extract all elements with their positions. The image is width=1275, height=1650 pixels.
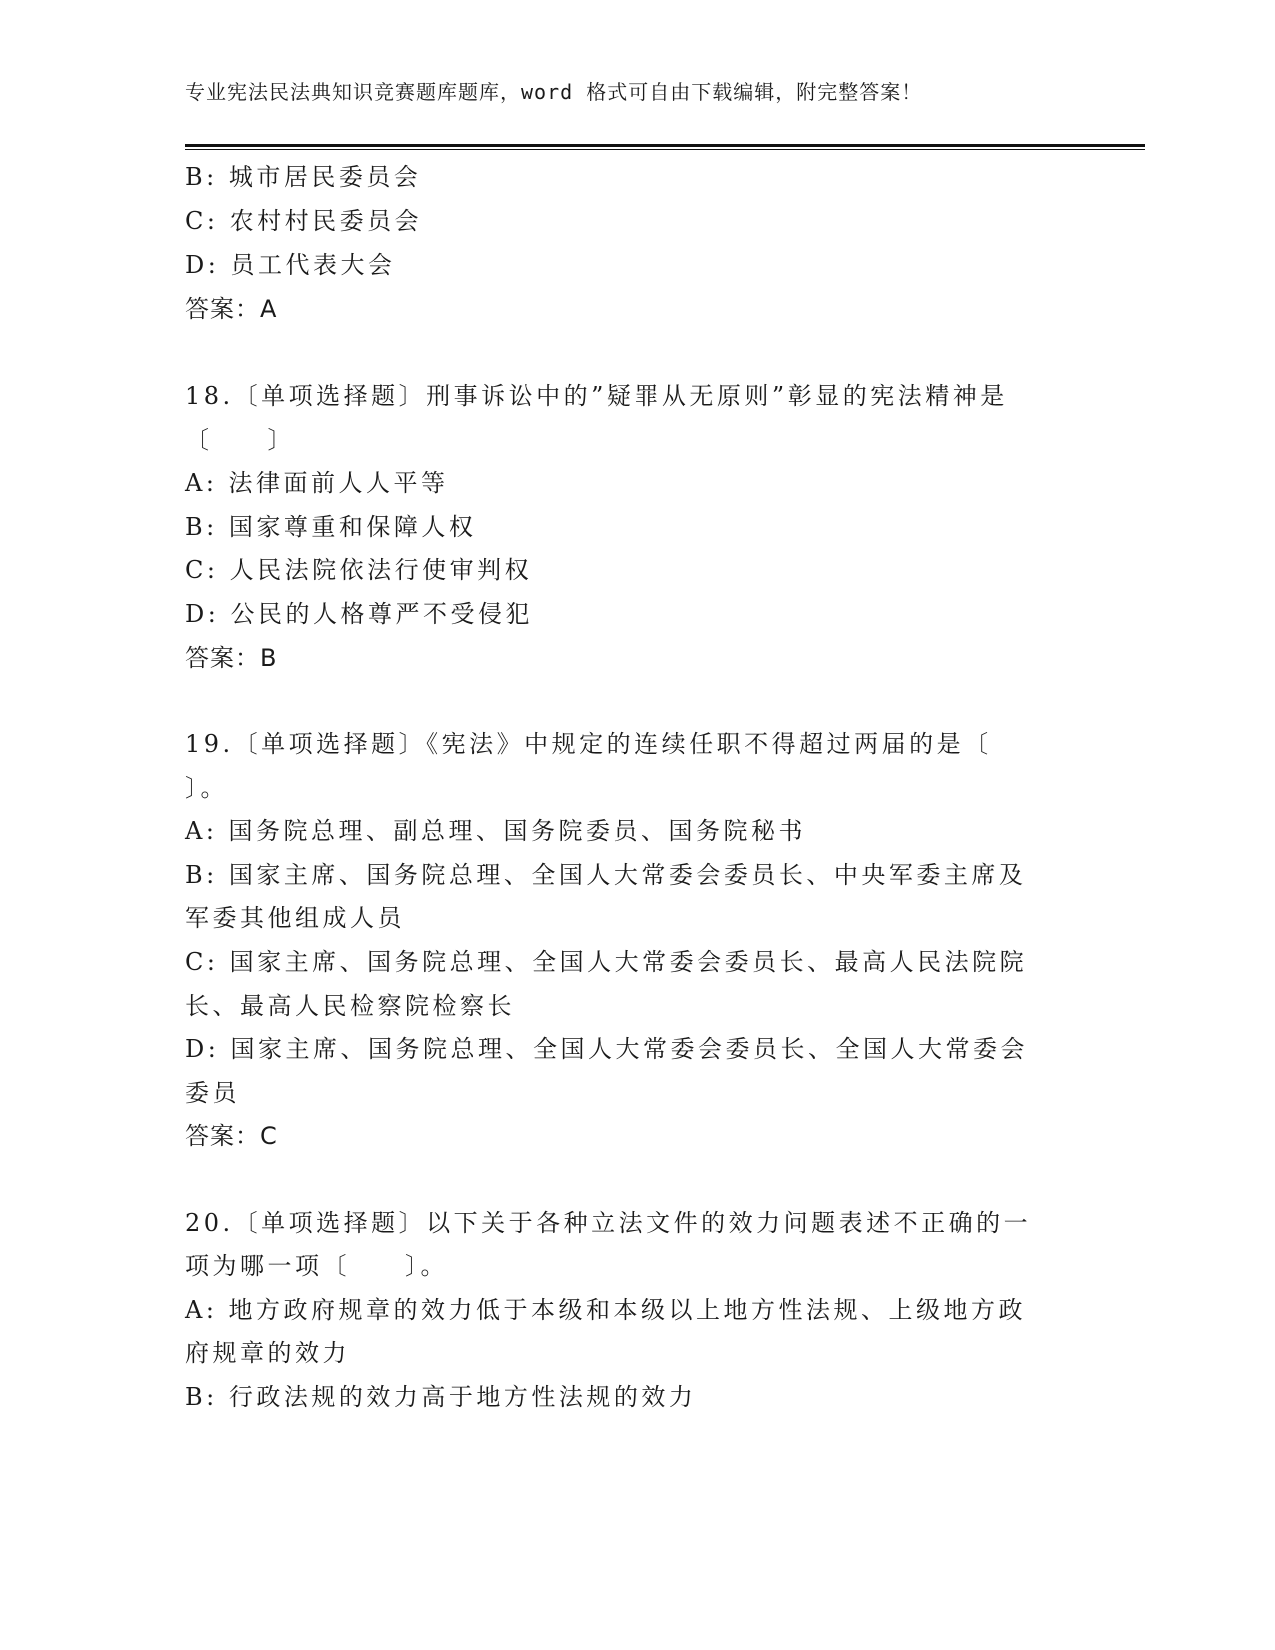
question-19-option-d-cont: 委员 bbox=[185, 1079, 240, 1107]
question-18-answer: 答案：B bbox=[185, 644, 278, 672]
question-20-option-a-cont: 府规章的效力 bbox=[185, 1339, 350, 1367]
option-b: B: 城市居民委员会 bbox=[185, 163, 422, 191]
option-d: D: 员工代表大会 bbox=[185, 251, 396, 279]
question-19-option-d: D: 国家主席、国务院总理、全国人大常委会委员长、全国人大常委会 bbox=[185, 1035, 1028, 1063]
question-18-option-b: B: 国家尊重和保障人权 bbox=[185, 513, 477, 541]
question-19-stem: 19.〔单项选择题〕《宪法》中规定的连续任职不得超过两届的是〔 bbox=[185, 730, 992, 758]
question-19-option-b: B: 国家主席、国务院总理、全国人大常委会委员长、中央军委主席及 bbox=[185, 861, 1027, 889]
question-19-option-c: C: 国家主席、国务院总理、全国人大常委会委员长、最高人民法院院 bbox=[185, 948, 1028, 976]
question-18-stem: 18.〔单项选择题〕刑事诉讼中的”疑罪从无原则”彰显的宪法精神是 bbox=[185, 382, 1008, 410]
question-19-answer: 答案：C bbox=[185, 1122, 278, 1150]
question-18-stem-cont: 〔 〕 bbox=[185, 426, 295, 454]
question-20-option-a: A: 地方政府规章的效力低于本级和本级以上地方性法规、上级地方政 bbox=[185, 1296, 1027, 1324]
question-19-option-a: A: 国务院总理、副总理、国务院委员、国务院秘书 bbox=[185, 817, 807, 845]
header-rule-thin bbox=[185, 149, 1145, 150]
header-rule-thick bbox=[185, 144, 1145, 147]
question-19-option-b-cont: 军委其他组成人员 bbox=[185, 904, 405, 932]
question-18-option-c: C: 人民法院依法行使审判权 bbox=[185, 556, 533, 584]
question-20-stem-cont: 项为哪一项〔 〕。 bbox=[185, 1252, 448, 1280]
question-19-option-c-cont: 长、最高人民检察院检察长 bbox=[185, 992, 515, 1020]
question-19-stem-cont: 〕。 bbox=[185, 774, 228, 802]
answer-line: 答案：A bbox=[185, 295, 278, 323]
question-20-option-b: B: 行政法规的效力高于地方性法规的效力 bbox=[185, 1383, 697, 1411]
option-c: C: 农村村民委员会 bbox=[185, 207, 423, 235]
page-header: 专业宪法民法典知识竞赛题库题库，word 格式可自由下载编辑，附完整答案！ bbox=[185, 80, 923, 104]
question-18-option-a: A: 法律面前人人平等 bbox=[185, 469, 449, 497]
question-20-stem: 20.〔单项选择题〕以下关于各种立法文件的效力问题表述不正确的一 bbox=[185, 1209, 1032, 1237]
question-18-option-d: D: 公民的人格尊严不受侵犯 bbox=[185, 600, 533, 628]
